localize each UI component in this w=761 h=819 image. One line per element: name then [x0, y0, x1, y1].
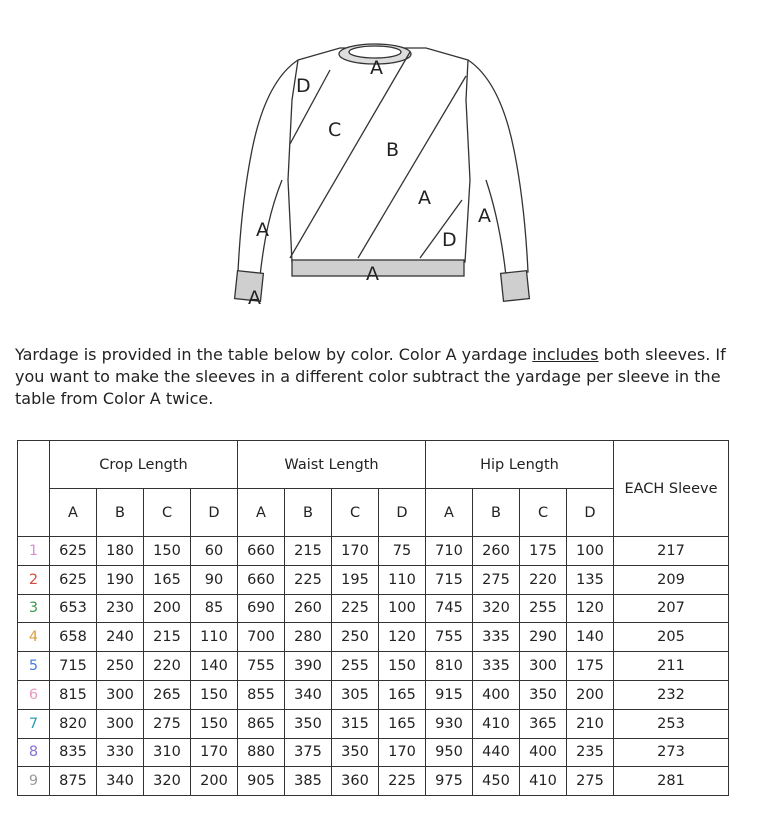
row-number: 8	[18, 738, 50, 767]
hip-value-cell: 175	[520, 537, 567, 566]
hip-value-cell: 915	[426, 680, 473, 709]
waist-value-cell: 375	[285, 738, 332, 767]
hip-value-cell: 120	[567, 594, 614, 623]
waist-value-cell: 305	[332, 680, 379, 709]
waist-value-cell: 660	[238, 537, 285, 566]
hip-value-cell: 100	[567, 537, 614, 566]
hip-value-cell: 450	[473, 767, 520, 796]
label-a-collar: A	[370, 57, 383, 79]
hip-value-cell: 410	[520, 767, 567, 796]
crop-value-cell: 320	[144, 767, 191, 796]
row-number: 9	[18, 767, 50, 796]
crop-value-cell: 300	[97, 709, 144, 738]
crop-value-cell: 190	[97, 565, 144, 594]
waist-value-cell: 170	[332, 537, 379, 566]
crop-value-cell: 150	[191, 709, 238, 738]
crop-value-cell: 875	[50, 767, 97, 796]
crop-a-header: A	[50, 489, 97, 537]
description-underlined: includes	[532, 345, 599, 364]
hip-b-header: B	[473, 489, 520, 537]
waist-value-cell: 905	[238, 767, 285, 796]
row-number: 2	[18, 565, 50, 594]
crop-value-cell: 310	[144, 738, 191, 767]
table-row	[18, 594, 729, 623]
hip-value-cell: 290	[520, 623, 567, 652]
crop-value-cell: 815	[50, 680, 97, 709]
row-number: 1	[18, 537, 50, 566]
crop-value-cell: 330	[97, 738, 144, 767]
table-row	[18, 537, 729, 566]
label-a-left-sleeve: A	[256, 219, 269, 241]
crop-value-cell: 835	[50, 738, 97, 767]
group-hip-length: Hip Length	[426, 441, 614, 489]
right-cuff	[501, 271, 530, 302]
hip-value-cell: 320	[473, 594, 520, 623]
crop-value-cell: 200	[191, 767, 238, 796]
waist-value-cell: 165	[379, 709, 426, 738]
table-row	[18, 565, 729, 594]
crop-value-cell: 240	[97, 623, 144, 652]
sleeve-value-cell: 281	[614, 767, 729, 796]
description-part-2: both sleeves. If you want to make the sleeves in a different color subtract the yardage per sleeve in the table from Color A twice.	[15, 345, 726, 408]
waist-value-cell: 260	[285, 594, 332, 623]
crop-value-cell: 150	[144, 537, 191, 566]
label-a-cuff: A	[248, 287, 261, 309]
hip-value-cell: 975	[426, 767, 473, 796]
hip-value-cell: 210	[567, 709, 614, 738]
waist-value-cell: 150	[379, 652, 426, 681]
hip-value-cell: 200	[567, 680, 614, 709]
crop-value-cell: 250	[97, 652, 144, 681]
hip-value-cell: 400	[520, 738, 567, 767]
waist-value-cell: 350	[285, 709, 332, 738]
label-b: B	[386, 139, 400, 161]
hip-value-cell: 715	[426, 565, 473, 594]
waist-value-cell: 100	[379, 594, 426, 623]
waist-value-cell: 165	[379, 680, 426, 709]
waist-c-header: C	[332, 489, 379, 537]
waist-value-cell: 110	[379, 565, 426, 594]
crop-value-cell: 220	[144, 652, 191, 681]
hip-value-cell: 255	[520, 594, 567, 623]
crop-value-cell: 150	[191, 680, 238, 709]
each-sleeve-header: EACH Sleeve	[614, 441, 729, 537]
crop-value-cell: 653	[50, 594, 97, 623]
hip-value-cell: 365	[520, 709, 567, 738]
waist-value-cell: 120	[379, 623, 426, 652]
hip-value-cell: 135	[567, 565, 614, 594]
sleeve-value-cell: 211	[614, 652, 729, 681]
sleeve-value-cell: 253	[614, 709, 729, 738]
group-waist-length: Waist Length	[238, 441, 426, 489]
sweater-diagram	[230, 40, 540, 312]
waist-value-cell: 195	[332, 565, 379, 594]
crop-value-cell: 170	[191, 738, 238, 767]
crop-value-cell: 90	[191, 565, 238, 594]
waist-d-header: D	[379, 489, 426, 537]
waist-value-cell: 755	[238, 652, 285, 681]
waist-value-cell: 700	[238, 623, 285, 652]
crop-value-cell: 165	[144, 565, 191, 594]
hip-value-cell: 410	[473, 709, 520, 738]
crop-value-cell: 625	[50, 537, 97, 566]
waist-value-cell: 360	[332, 767, 379, 796]
waist-a-header: A	[238, 489, 285, 537]
crop-value-cell: 230	[97, 594, 144, 623]
crop-value-cell: 275	[144, 709, 191, 738]
hip-value-cell: 235	[567, 738, 614, 767]
label-a-hem: A	[366, 263, 379, 285]
crop-c-header: C	[144, 489, 191, 537]
crop-value-cell: 715	[50, 652, 97, 681]
hip-value-cell: 440	[473, 738, 520, 767]
hip-value-cell: 275	[473, 565, 520, 594]
waist-value-cell: 255	[332, 652, 379, 681]
waist-value-cell: 280	[285, 623, 332, 652]
yardage-description	[15, 344, 735, 410]
hip-value-cell: 755	[426, 623, 473, 652]
crop-d-header: D	[191, 489, 238, 537]
waist-value-cell: 660	[238, 565, 285, 594]
crop-value-cell: 110	[191, 623, 238, 652]
waist-b-header: B	[285, 489, 332, 537]
waist-value-cell: 215	[285, 537, 332, 566]
row-number: 7	[18, 709, 50, 738]
waist-value-cell: 225	[379, 767, 426, 796]
label-a-mid: A	[418, 187, 431, 209]
hip-value-cell: 275	[567, 767, 614, 796]
crop-value-cell: 625	[50, 565, 97, 594]
waist-value-cell: 880	[238, 738, 285, 767]
row-number: 6	[18, 680, 50, 709]
table-row	[18, 652, 729, 681]
hip-value-cell: 745	[426, 594, 473, 623]
row-number: 5	[18, 652, 50, 681]
sleeve-value-cell: 273	[614, 738, 729, 767]
hip-value-cell: 400	[473, 680, 520, 709]
label-c: C	[328, 119, 342, 141]
row-number: 4	[18, 623, 50, 652]
waist-value-cell: 690	[238, 594, 285, 623]
hip-value-cell: 350	[520, 680, 567, 709]
waist-value-cell: 340	[285, 680, 332, 709]
table-row	[18, 709, 729, 738]
table-row	[18, 623, 729, 652]
crop-value-cell: 140	[191, 652, 238, 681]
crop-value-cell: 340	[97, 767, 144, 796]
group-header-row	[18, 441, 729, 489]
waist-value-cell: 390	[285, 652, 332, 681]
crop-b-header: B	[97, 489, 144, 537]
hip-d-header: D	[567, 489, 614, 537]
waist-value-cell: 865	[238, 709, 285, 738]
waist-value-cell: 225	[332, 594, 379, 623]
hip-value-cell: 260	[473, 537, 520, 566]
hip-value-cell: 220	[520, 565, 567, 594]
label-a-right-sleeve: A	[478, 205, 491, 227]
hip-a-header: A	[426, 489, 473, 537]
hip-value-cell: 140	[567, 623, 614, 652]
hip-value-cell: 710	[426, 537, 473, 566]
crop-value-cell: 60	[191, 537, 238, 566]
right-sleeve	[468, 60, 528, 276]
crop-value-cell: 300	[97, 680, 144, 709]
waist-value-cell: 75	[379, 537, 426, 566]
yardage-table	[17, 440, 729, 796]
sleeve-value-cell: 217	[614, 537, 729, 566]
crop-value-cell: 820	[50, 709, 97, 738]
sleeve-value-cell: 205	[614, 623, 729, 652]
crop-value-cell: 180	[97, 537, 144, 566]
corner-cell	[18, 441, 50, 537]
waist-value-cell: 170	[379, 738, 426, 767]
hip-value-cell: 335	[473, 652, 520, 681]
hip-value-cell: 300	[520, 652, 567, 681]
table-row	[18, 767, 729, 796]
sleeve-value-cell: 232	[614, 680, 729, 709]
hip-value-cell: 930	[426, 709, 473, 738]
crop-value-cell: 215	[144, 623, 191, 652]
hip-value-cell: 335	[473, 623, 520, 652]
sleeve-value-cell: 209	[614, 565, 729, 594]
crop-value-cell: 658	[50, 623, 97, 652]
table-row	[18, 680, 729, 709]
group-crop-length: Crop Length	[50, 441, 238, 489]
sleeve-value-cell: 207	[614, 594, 729, 623]
crop-value-cell: 200	[144, 594, 191, 623]
waist-value-cell: 315	[332, 709, 379, 738]
crop-value-cell: 265	[144, 680, 191, 709]
hip-value-cell: 950	[426, 738, 473, 767]
waist-value-cell: 385	[285, 767, 332, 796]
hip-value-cell: 810	[426, 652, 473, 681]
waist-value-cell: 225	[285, 565, 332, 594]
label-d-low: D	[442, 229, 457, 251]
description-part-1: Yardage is provided in the table below by color. Color A yardage	[15, 345, 533, 364]
waist-value-cell: 250	[332, 623, 379, 652]
label-d-top: D	[296, 75, 311, 97]
row-number: 3	[18, 594, 50, 623]
hip-c-header: C	[520, 489, 567, 537]
table-row	[18, 738, 729, 767]
waist-value-cell: 350	[332, 738, 379, 767]
hip-value-cell: 175	[567, 652, 614, 681]
waist-value-cell: 855	[238, 680, 285, 709]
crop-value-cell: 85	[191, 594, 238, 623]
